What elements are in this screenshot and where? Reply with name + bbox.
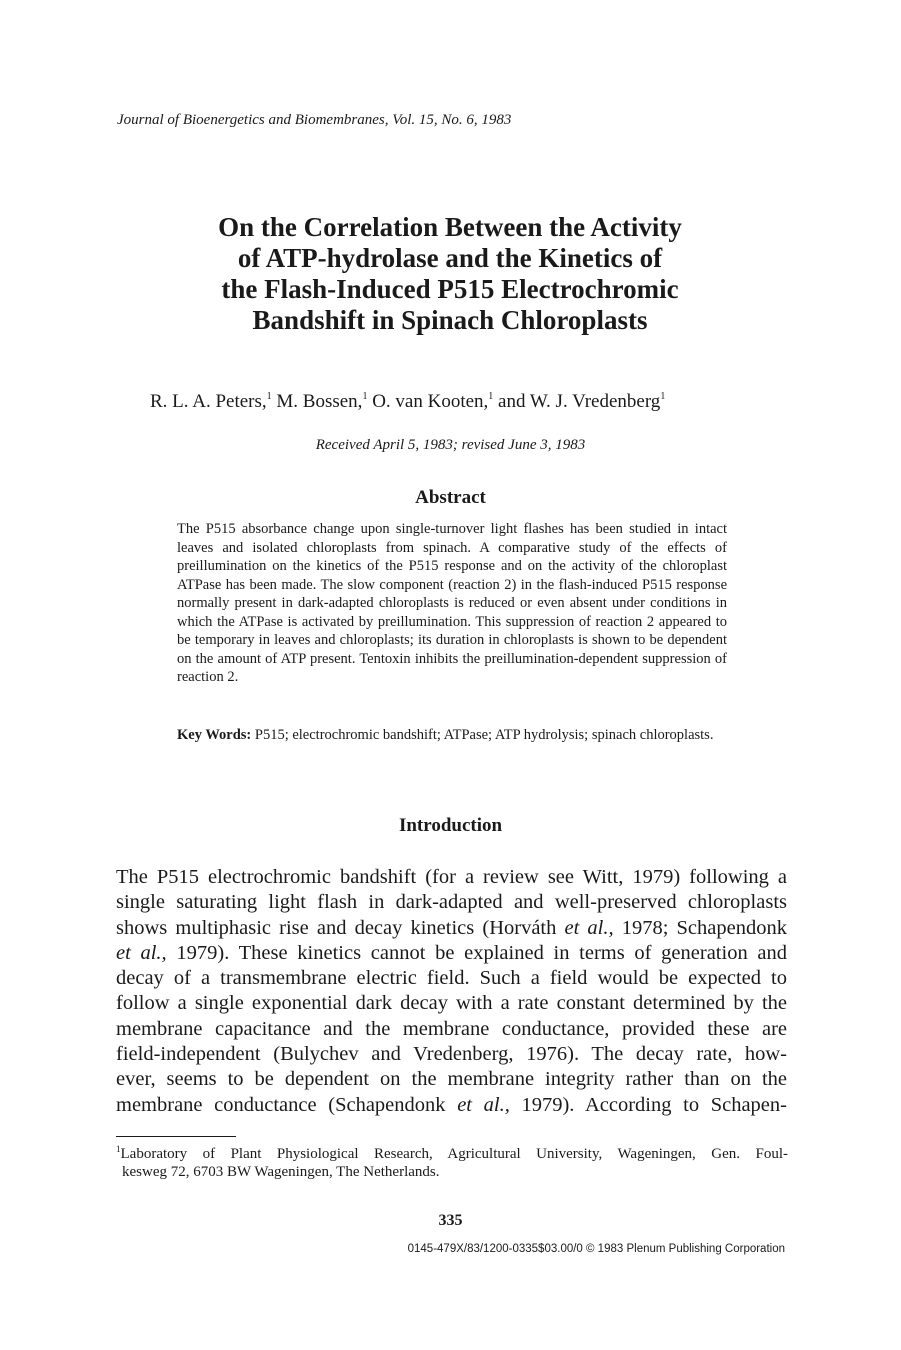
journal-citation: Journal of Bioenergetics and Biomembranes, Vol. 15, No. 6, 1983 — [117, 112, 512, 128]
introduction-line — [116, 865, 787, 890]
footnote-line — [116, 1145, 788, 1163]
footnote-divider — [116, 1136, 236, 1137]
footnote-line: kesweg 72, 6703 BW Wageningen, The Netherlands. — [122, 1164, 440, 1180]
affiliation-mark: 1 — [488, 391, 494, 402]
footnote-text: Laboratory of Plant Physiological Research, Agricultural University, Wageningen, Gen. Foul- — [120, 1146, 788, 1162]
title-line: of ATP-hydrolase and the Kinetics of — [237, 243, 663, 273]
introduction-segment: The P515 electrochromic bandshift (for a review see Witt, 1979) following a — [116, 866, 787, 888]
introduction-segment: field-independent (Bulychev and Vredenberg, 1976). The decay rate, how- — [116, 1043, 787, 1066]
abstract-text — [177, 520, 727, 687]
affiliation-mark: 1 — [362, 391, 368, 402]
keywords — [177, 726, 727, 745]
introduction-segment: 1979). According to Schapen- — [509, 1093, 787, 1116]
received-date: Received April 5, 1983; revised June 3, 1983 — [315, 437, 586, 453]
introduction-segment: single saturating light flash in dark-adapted and well-preserved chloroplasts — [116, 891, 787, 914]
page-number: 335 — [438, 1212, 463, 1229]
introduction-segment: follow a single exponential dark decay with a rate constant determined by the — [116, 992, 787, 1015]
title-line: Bandshift in Spinach Chloroplasts — [252, 305, 648, 335]
introduction-line — [116, 1067, 787, 1092]
introduction-line — [116, 890, 787, 915]
introduction-segment: decay of a transmembrane electric field. Such a field would be expected to — [116, 967, 787, 990]
introduction-segment: membrane capacitance and the membrane conductance, provided these are — [116, 1017, 787, 1040]
introduction-line — [116, 941, 787, 966]
introduction-line — [116, 1093, 787, 1118]
introduction-line — [116, 1017, 787, 1042]
introduction-text — [116, 865, 787, 1118]
affiliation-mark: 1 — [266, 391, 272, 402]
introduction-segment: 1978; Schapendonk — [613, 916, 787, 939]
article-title — [150, 212, 750, 336]
introduction-line — [116, 916, 787, 941]
title-line: On the Correlation Between the Activity — [218, 212, 682, 242]
author-name: R. L. A. Peters, — [150, 391, 267, 412]
introduction-segment: 1979). These kinetics cannot be explained in terms of generation and — [166, 941, 787, 964]
title-line: the Flash-Induced P515 Electrochromic — [221, 274, 679, 304]
citation-italic: et al., — [457, 1093, 510, 1116]
citation-italic: et al., — [116, 941, 167, 964]
introduction-heading: Introduction — [398, 815, 503, 836]
abstract-paragraph: The P515 absorbance change upon single-turnover light flashes has been studied in intact leaves and isolated chloroplasts from spinach. A comparative study of the effects of preillumination on the kinetics of the P515 response and on the activity of the chloroplast ATPase has been made. The slow component (reaction 2) in the flash-induced P515 response normally present in dark-adapted chloroplasts is reduced or even absent under conditions in which the ATPase is activated by preillumination. This suppression of reaction 2 appeared to be temporary in leaves and chloroplasts; its duration in chloroplasts is shown to be dependent on the amount of ATP present. Tentoxin inhibits the preillumination-dependent suppression of reaction 2. — [177, 521, 727, 685]
keywords-text: P515; electrochromic bandshift; ATPase; ATP hydrolysis; spinach chloroplasts. — [254, 727, 714, 743]
author-list — [150, 391, 665, 413]
author-name: M. Bossen, — [276, 391, 363, 412]
footnote-mark: 1 — [116, 1144, 121, 1154]
author-name: O. van Kooten, — [372, 391, 489, 412]
citation-italic: et al., — [564, 916, 614, 939]
keywords-label: Key Words: — [177, 727, 252, 743]
copyright-line: 0145-479X/83/1200-0335$03.00/0 © 1983 Plenum Publishing Corporation — [407, 1243, 785, 1255]
introduction-segment: shows multiphasic rise and decay kinetics (Horváth — [116, 916, 565, 939]
introduction-segment: membrane conductance (Schapendonk — [116, 1093, 458, 1116]
author-name: and W. J. Vredenberg — [498, 391, 661, 412]
introduction-segment: ever, seems to be dependent on the membrane integrity rather than on the — [116, 1068, 787, 1091]
abstract-heading: Abstract — [415, 487, 486, 508]
introduction-line — [116, 991, 787, 1016]
footnote — [116, 1145, 788, 1181]
affiliation-mark: 1 — [660, 391, 666, 402]
introduction-line — [116, 966, 787, 991]
introduction-line — [116, 1042, 787, 1067]
